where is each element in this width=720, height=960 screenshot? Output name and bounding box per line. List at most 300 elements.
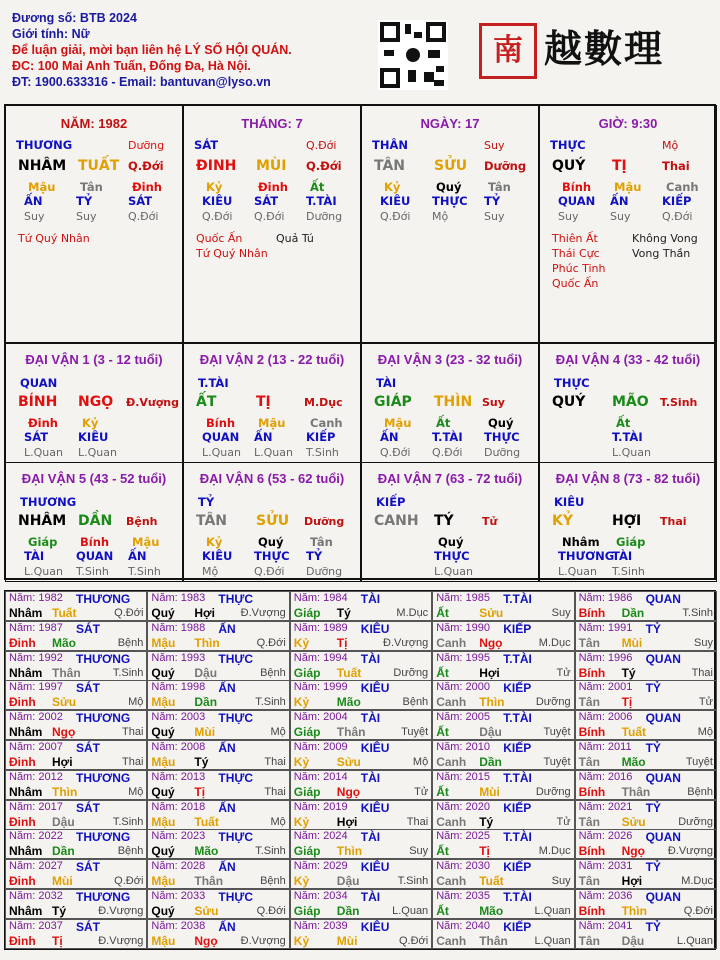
ten-god-top: THỰC xyxy=(550,138,586,152)
year-label: Năm: 2036 xyxy=(578,890,633,902)
hidden-stem: Ất xyxy=(616,416,631,430)
year-phase: M.Dục xyxy=(538,845,571,858)
year-label: Năm: 1988 xyxy=(151,621,206,634)
year-label: Năm: 2002 xyxy=(9,711,63,724)
year-stem: Tân xyxy=(578,635,600,650)
year-label: Năm: 2026 xyxy=(578,830,633,843)
hidden-god: TÀI xyxy=(612,549,633,563)
year-phase: M.Dục xyxy=(396,607,429,619)
year-stem: Mậu xyxy=(151,635,176,650)
year-stem: Quý xyxy=(151,844,175,859)
year-stem: Canh xyxy=(436,635,467,650)
year-label: Năm: 1999 xyxy=(293,681,348,694)
hidden-god: THỰC xyxy=(434,549,470,563)
dai-van-5 xyxy=(5,462,183,582)
year-ten-god: THỰC xyxy=(218,711,254,726)
year-phase: Mộ xyxy=(270,726,286,739)
year-cell xyxy=(432,680,574,710)
earthly-branch: SỬU xyxy=(434,158,468,174)
year-stem: Bính xyxy=(578,606,606,620)
year-phase: T.Sinh xyxy=(682,607,713,619)
hidden-phase: Dưỡng xyxy=(306,210,343,223)
hidden-phase: Suy xyxy=(610,210,631,223)
year-branch: Tuất xyxy=(336,665,362,680)
year-branch: Thân xyxy=(194,874,224,889)
year-cell xyxy=(147,651,289,681)
year-phase: M.Dục xyxy=(681,875,713,888)
year-stem: Bính xyxy=(578,784,606,799)
pillar-grid xyxy=(4,104,716,580)
year-cell xyxy=(290,829,432,859)
year-label: Năm: 2027 xyxy=(9,860,63,873)
contact-line: Để luận giải, mời bạn liên hệ LÝ SỐ HỘI QUÁN. xyxy=(12,43,292,57)
year-label: Năm: 1991 xyxy=(578,621,633,634)
year-ten-god: T.TÀI xyxy=(503,592,532,606)
year-cell xyxy=(575,591,717,621)
dai-van-3 xyxy=(361,343,539,463)
hidden-god: SÁT xyxy=(128,194,153,208)
seal-logo: 南 xyxy=(479,23,537,79)
year-branch: Dậu xyxy=(52,814,75,829)
year-ten-god: T.TÀI xyxy=(503,711,532,726)
hidden-phase: L.Quan xyxy=(78,446,117,459)
year-label: Năm: 2032 xyxy=(9,890,63,902)
year-stem: Mậu xyxy=(151,814,176,829)
year-stem: Nhâm xyxy=(9,725,43,740)
year-phase: Tử xyxy=(556,815,571,828)
year-cell xyxy=(290,800,432,830)
year-branch: Dần xyxy=(479,755,502,769)
year-stem: Canh xyxy=(436,755,467,769)
year-stem: Đinh xyxy=(9,874,36,889)
year-cell xyxy=(147,621,289,651)
year-label: Năm: 1985 xyxy=(436,592,490,604)
hidden-god: KIÊU xyxy=(78,430,109,444)
stem-phase: Thai xyxy=(662,159,690,173)
dai-van-1 xyxy=(5,343,183,463)
year-stem: Kỷ xyxy=(293,814,310,829)
year-phase: Dưỡng xyxy=(678,815,713,828)
ten-god-top: THỰC xyxy=(554,376,590,390)
hidden-stem: Quý xyxy=(258,535,284,549)
year-stem: Tân xyxy=(578,933,600,948)
year-phase: Tuyệt xyxy=(401,726,429,739)
year-cell xyxy=(147,859,289,889)
year-branch: Tý xyxy=(52,904,67,918)
year-stem: Giáp xyxy=(293,844,321,859)
hidden-phase: Dưỡng xyxy=(306,565,343,578)
heavenly-stem: TÂN xyxy=(374,158,406,174)
phase-right: M.Dục xyxy=(304,396,343,409)
year-phase: Dưỡng xyxy=(535,785,571,798)
year-branch: Dậu xyxy=(194,665,218,680)
year-stem: Ất xyxy=(436,606,449,620)
dai-van-title: ĐẠI VẬN 5 (43 - 52 tuổi) xyxy=(21,471,167,486)
year-branch: Tý xyxy=(336,606,351,620)
year-label: Năm: 1982 xyxy=(9,592,63,604)
hidden-phase: Q.Đới xyxy=(662,210,693,223)
year-phase: Q.Đới xyxy=(114,607,144,619)
year-label: Năm: 1989 xyxy=(293,621,348,634)
year-phase: L.Quan xyxy=(534,934,571,947)
year-label: Năm: 2013 xyxy=(151,770,206,783)
hidden-stem: Đinh xyxy=(132,180,162,194)
year-branch: Thân xyxy=(479,933,508,948)
year-branch: Ngọ xyxy=(52,725,76,740)
phase-right: Đ.Vượng xyxy=(126,396,180,409)
year-stem: Kỷ xyxy=(293,695,310,710)
year-ten-god: KIẾP xyxy=(503,800,532,815)
year-ten-god: KIÊU xyxy=(360,741,390,755)
hidden-god: TÀI xyxy=(24,549,45,563)
year-phase: M.Dục xyxy=(538,636,571,649)
hidden-phase: Mộ xyxy=(432,210,449,223)
heavenly-stem: CANH xyxy=(374,513,419,529)
year-ten-god: ẤN xyxy=(218,919,236,934)
year-label: Năm: 2034 xyxy=(293,890,348,902)
year-branch: Dậu xyxy=(479,725,502,740)
year-ten-god: KIÊU xyxy=(360,860,390,875)
year-ten-god: THƯƠNG xyxy=(76,770,131,785)
year-stem: Nhâm xyxy=(9,844,43,859)
year-stem: Canh xyxy=(436,874,467,889)
year-ten-god: SÁT xyxy=(76,860,100,875)
qr-code-icon[interactable] xyxy=(378,20,448,90)
hidden-stem: Đinh xyxy=(28,416,58,430)
year-branch: Ngọ xyxy=(336,784,361,799)
dai-van-title: ĐẠI VẬN 4 (33 - 42 tuổi) xyxy=(555,352,701,367)
year-ten-god: THỰC xyxy=(218,592,254,606)
hidden-stem: Giáp xyxy=(28,535,58,549)
year-ten-god: THỰC xyxy=(218,651,254,666)
year-stem: Mậu xyxy=(151,874,176,889)
year-label: Năm: 1983 xyxy=(151,592,206,604)
year-stem: Giáp xyxy=(293,725,321,740)
year-branch: Hợi xyxy=(336,814,358,829)
star-name: Quốc Ấn xyxy=(552,277,599,290)
year-label: Năm: 1993 xyxy=(151,651,206,664)
star-name: Thiên Ất xyxy=(552,232,598,245)
year-branch: Hợi xyxy=(52,755,73,769)
year-cell xyxy=(290,591,432,621)
earthly-branch: THÌN xyxy=(434,394,473,410)
star-name: Thái Cực xyxy=(552,247,600,260)
hidden-stem: Bính xyxy=(80,535,110,549)
year-phase: Thai xyxy=(406,815,429,828)
year-label: Năm: 2010 xyxy=(436,741,490,753)
year-ten-god: THỰC xyxy=(218,770,254,785)
phase-right: T.Sinh xyxy=(660,396,698,409)
year-cell xyxy=(290,770,432,800)
year-ten-god: TỶ xyxy=(645,919,661,934)
year-phase: T.Sinh xyxy=(397,875,429,888)
year-phase: Dưỡng xyxy=(393,666,429,679)
year-stem: Ất xyxy=(436,725,449,740)
year-label: Năm: 2012 xyxy=(9,770,63,783)
year-label: Năm: 1986 xyxy=(578,592,633,604)
year-cell xyxy=(575,651,717,681)
hidden-phase: Q.Đới xyxy=(380,210,411,223)
year-cell xyxy=(147,919,289,949)
year-label: Năm: 1990 xyxy=(436,621,490,634)
year-branch: Thân xyxy=(336,725,366,740)
year-phase: T.Sinh xyxy=(112,815,144,828)
year-stem: Giáp xyxy=(293,606,321,620)
hidden-phase: T.Sinh xyxy=(612,565,645,578)
hidden-phase: Suy xyxy=(558,210,579,223)
year-stem: Ất xyxy=(436,904,449,918)
heavenly-stem: NHÂM xyxy=(18,513,67,529)
year-cell xyxy=(147,680,289,710)
year-cell xyxy=(5,800,147,830)
year-cell xyxy=(575,889,717,919)
year-phase: Thai xyxy=(121,756,144,768)
year-branch: Mão xyxy=(479,904,504,918)
pillar-2 xyxy=(183,105,361,343)
year-stem: Canh xyxy=(436,933,467,948)
dai-van-8 xyxy=(539,462,717,582)
hidden-god: KIÊU xyxy=(380,194,411,208)
year-phase: Đ.Vượng xyxy=(667,845,713,858)
year-ten-god: QUAN xyxy=(645,651,681,666)
year-cell xyxy=(147,889,289,919)
year-cell xyxy=(5,591,147,621)
year-stem: Quý xyxy=(151,725,175,740)
year-branch: Ngọ xyxy=(194,933,218,948)
year-branch: Dậu xyxy=(336,874,360,889)
year-phase: Bệnh xyxy=(117,845,144,858)
year-ten-god: QUAN xyxy=(645,830,681,845)
star-name: Quả Tú xyxy=(276,232,314,245)
year-cell xyxy=(432,591,574,621)
year-branch: Sửu xyxy=(621,814,646,829)
year-ten-god: TỶ xyxy=(645,621,661,636)
year-branch: Sửu xyxy=(194,904,219,918)
hidden-stem: Tân xyxy=(80,180,103,194)
year-cell xyxy=(5,770,147,800)
year-ten-god: ẤN xyxy=(218,860,236,875)
phase-top: Suy xyxy=(484,139,505,152)
earthly-branch: HỢI xyxy=(612,513,642,529)
hidden-stem: Kỷ xyxy=(384,180,401,194)
year-phase: Tuyệt xyxy=(543,726,571,739)
year-ten-god: SÁT xyxy=(76,741,100,755)
year-stem: Kỷ xyxy=(293,874,310,889)
dai-van-title: ĐẠI VẬN 1 (3 - 12 tuổi) xyxy=(25,352,163,367)
dai-van-title: ĐẠI VẬN 7 (63 - 72 tuổi) xyxy=(377,471,523,486)
year-label: Năm: 1998 xyxy=(151,681,206,694)
earthly-branch: NGỌ xyxy=(78,394,114,410)
year-cell xyxy=(5,680,147,710)
year-label: Năm: 2024 xyxy=(293,830,348,843)
hidden-phase: L.Quan xyxy=(612,446,651,459)
year-ten-god: THỰC xyxy=(218,830,254,845)
year-cell xyxy=(432,740,574,770)
star-name: Vong Thần xyxy=(632,247,691,260)
year-ten-god: ẤN xyxy=(218,741,236,755)
year-ten-god: KIÊU xyxy=(360,681,390,696)
pillar-title: THÁNG: 7 xyxy=(241,116,303,131)
year-label: Năm: 2008 xyxy=(151,741,206,753)
year-ten-god: TÀI xyxy=(360,830,381,845)
star-name: Không Vong xyxy=(632,232,698,245)
year-branch: Dần xyxy=(336,904,360,918)
hidden-stem: Mậu xyxy=(384,416,412,430)
year-cell xyxy=(5,710,147,740)
year-phase: L.Quan xyxy=(534,905,571,917)
phase-right: Tử xyxy=(482,515,498,528)
year-branch: Sửu xyxy=(479,606,504,620)
year-label: Năm: 2029 xyxy=(293,860,348,873)
hidden-stem: Ất xyxy=(436,416,451,430)
year-label: Năm: 2041 xyxy=(578,919,633,932)
year-label: Năm: 2020 xyxy=(436,800,490,813)
year-cell xyxy=(147,710,289,740)
year-label: Năm: 1997 xyxy=(9,681,63,694)
year-ten-god: THỰC xyxy=(218,890,254,904)
phase-right: Thai xyxy=(660,515,687,528)
year-cell xyxy=(5,740,147,770)
year-cell xyxy=(432,770,574,800)
year-cell xyxy=(5,651,147,681)
year-phase: Bệnh xyxy=(687,785,713,798)
year-branch: Thìn xyxy=(52,784,78,799)
year-stem: Giáp xyxy=(293,784,321,799)
year-phase: Suy xyxy=(551,607,571,619)
year-branch: Ngọ xyxy=(479,635,503,650)
year-label: Năm: 2028 xyxy=(151,860,206,873)
hidden-stem: Mậu xyxy=(28,180,56,194)
year-phase: Bệnh xyxy=(117,636,144,649)
year-ten-god: T.TÀI xyxy=(503,890,532,904)
hidden-stem: Ất xyxy=(310,180,325,194)
year-cell xyxy=(147,770,289,800)
year-stem: Bính xyxy=(578,844,606,859)
year-branch: Mão xyxy=(336,695,361,710)
hidden-stem: Kỷ xyxy=(206,535,223,549)
hidden-phase: Q.Đới xyxy=(254,565,285,578)
year-cell xyxy=(432,800,574,830)
hidden-stem: Bính xyxy=(206,416,236,430)
year-stem: Mậu xyxy=(151,933,176,948)
year-label: Năm: 1995 xyxy=(436,651,490,664)
pillar-title: NĂM: 1982 xyxy=(60,116,128,131)
year-stem: Canh xyxy=(436,695,467,710)
year-label: Năm: 2011 xyxy=(578,741,632,753)
hidden-phase: L.Quan xyxy=(202,446,241,459)
earthly-branch: TỊ xyxy=(256,394,271,410)
year-phase: Thai xyxy=(121,726,144,739)
year-ten-god: TÀI xyxy=(360,592,381,606)
hidden-god: ẤN xyxy=(254,430,273,444)
hidden-phase: L.Quan xyxy=(254,446,293,459)
year-ten-god: KIẾP xyxy=(503,621,532,636)
year-phase: Tuyệt xyxy=(543,756,571,768)
hidden-phase: T.Sinh xyxy=(306,446,339,459)
phase-right: Suy xyxy=(482,396,505,409)
phase-top: Mộ xyxy=(662,139,679,152)
year-cell xyxy=(290,889,432,919)
year-label: Năm: 2005 xyxy=(436,711,490,724)
year-phase: Đ.Vượng xyxy=(240,934,286,947)
year-ten-god: TÀI xyxy=(360,711,381,726)
year-ten-god: TÀI xyxy=(360,651,381,666)
hidden-god: THỰC xyxy=(484,430,520,444)
year-cell xyxy=(5,889,147,919)
year-phase: Bệnh xyxy=(402,696,429,709)
year-phase: Tuyệt xyxy=(685,756,713,768)
year-phase: Thai xyxy=(264,756,286,768)
year-stem: Canh xyxy=(436,814,467,829)
hidden-god: SÁT xyxy=(254,194,279,208)
year-phase: Mộ xyxy=(128,696,144,709)
hidden-stem: Bính xyxy=(562,180,592,194)
year-ten-god: KIÊU xyxy=(360,919,390,934)
year-branch: Mùi xyxy=(52,874,73,889)
year-branch: Tị xyxy=(336,635,348,650)
ten-god-top: THƯƠNG xyxy=(20,495,77,509)
year-ten-god: SÁT xyxy=(76,681,100,696)
hidden-phase: Q.Đới xyxy=(202,210,233,223)
hidden-god: T.TÀI xyxy=(306,194,337,208)
year-phase: T.Sinh xyxy=(255,845,286,858)
year-stem: Mậu xyxy=(151,755,176,769)
hidden-god: ẤN xyxy=(380,430,399,444)
dai-van-7 xyxy=(361,462,539,582)
year-cell xyxy=(575,740,717,770)
year-ten-god: T.TÀI xyxy=(503,651,532,666)
year-branch: Mão xyxy=(52,635,76,650)
year-cell xyxy=(432,829,574,859)
year-label: Năm: 1984 xyxy=(293,592,348,604)
year-cell xyxy=(432,919,574,949)
hidden-god: TỶ xyxy=(306,549,323,563)
year-phase: Q.Đới xyxy=(256,905,286,917)
year-phase: Mộ xyxy=(128,785,144,798)
hidden-phase: L.Quan xyxy=(558,565,597,578)
year-ten-god: THƯƠNG xyxy=(76,592,131,606)
pillar-3 xyxy=(361,105,539,343)
year-cell xyxy=(432,651,574,681)
heavenly-stem: ẤT xyxy=(196,394,217,410)
year-stem: Bính xyxy=(578,725,606,740)
year-label: Năm: 1994 xyxy=(293,651,348,664)
hidden-god: TỶ xyxy=(484,194,501,208)
pillar-title: GIỜ: 9:30 xyxy=(598,116,658,131)
year-cell xyxy=(147,829,289,859)
phase-right: Dưỡng xyxy=(304,515,345,528)
year-label: Năm: 2016 xyxy=(578,770,633,783)
hidden-phase: Q.Đới xyxy=(432,446,463,459)
annual-luck-table xyxy=(4,590,716,950)
year-stem: Kỷ xyxy=(293,933,310,948)
year-branch: Dần xyxy=(52,844,75,859)
earthly-branch: TUẤT xyxy=(78,158,120,174)
ten-god-top: TỶ xyxy=(198,495,215,509)
year-stem: Ất xyxy=(436,844,449,859)
year-label: Năm: 2019 xyxy=(293,800,348,813)
gender: Giới tính: Nữ xyxy=(12,27,90,41)
header-info xyxy=(12,10,372,90)
hidden-stem: Nhâm xyxy=(562,535,600,549)
hidden-god: SÁT xyxy=(24,430,49,444)
year-ten-god: SÁT xyxy=(76,919,100,934)
year-branch: Ngọ xyxy=(621,844,645,859)
hidden-god: KIÊU xyxy=(202,549,233,563)
year-branch: Tuất xyxy=(479,874,504,889)
year-ten-god: T.TÀI xyxy=(503,770,532,785)
year-ten-god: THƯƠNG xyxy=(76,890,131,904)
